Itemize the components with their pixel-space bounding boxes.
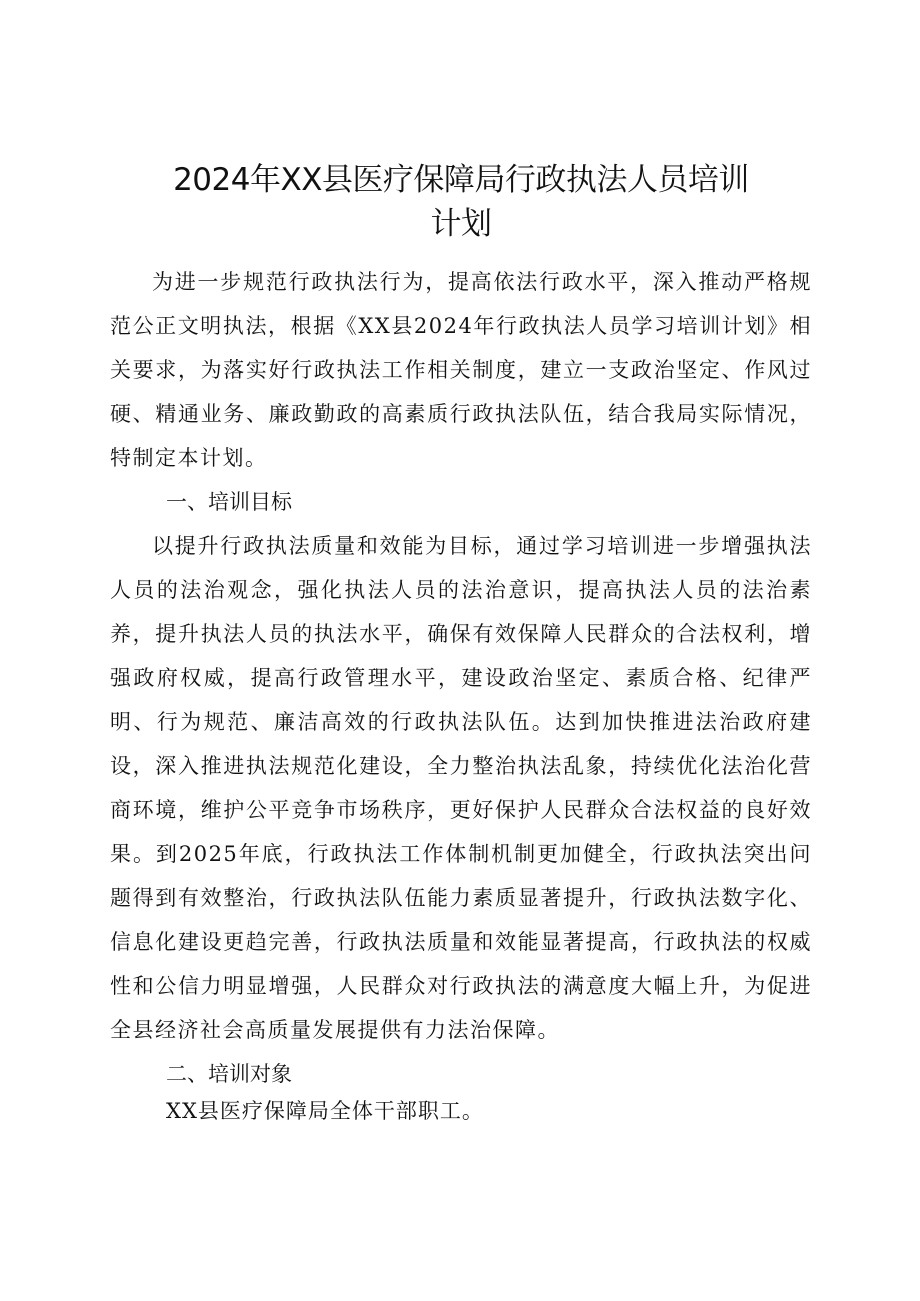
title-line-1: 2024年XX县医疗保障局行政执法人员培训 [173, 162, 749, 198]
section-body-goals: 以提升行政执法质量和效能为目标，通过学习培训进一步增强执法人员的法治观念，强化执法人员的法治意识，提高执法人员的法治素养，提升执法人员的执法水平，确保有效保障人民群众的合法权利，增强政府权威，提高行政管理水平，建设政治坚定、素质合格、纪律严明、行为规范、廉洁高效的行政执法队伍。达到加快推进法治政府建设，深入推进执法规范化建设，全力整治执法乱象，持续优化法治化营商环境，维护公平竞争市场秩序，更好保护人民群众合法权益的良好效果。到2025年底，行政执法工作体制机制更加健全，行政执法突出问题得到有效整治，行政执法队伍能力素质显著提升，行政执法数字化、信息化建设更趋完善，行政执法质量和效能显著提高，行政执法的权威性和公信力明显增强，人民群众对行政执法的满意度大幅上升，为促进全县经济社会高质量发展提供有力法治保障。 [110, 534, 812, 1042]
document-title [110, 158, 812, 246]
section-heading-goals: 一、培训目标 [166, 490, 292, 514]
intro-paragraph: 为进一步规范行政执法行为，提高依法行政水平，深入推动严格规范公正文明执法，根据《XX县2024年行政执法人员学习培训计划》相关要求，为落实好行政执法工作相关制度，建立一支政治坚定、作风过硬、精通业务、廉政勤政的高素质行政执法队伍，结合我局实际情况，特制定本计划。 [110, 270, 812, 470]
section-heading-audience: 二、培训对象 [166, 1062, 292, 1086]
title-line-2: 计划 [430, 206, 492, 242]
section-body-audience: XX县医疗保障局全体干部职工。 [166, 1099, 484, 1123]
